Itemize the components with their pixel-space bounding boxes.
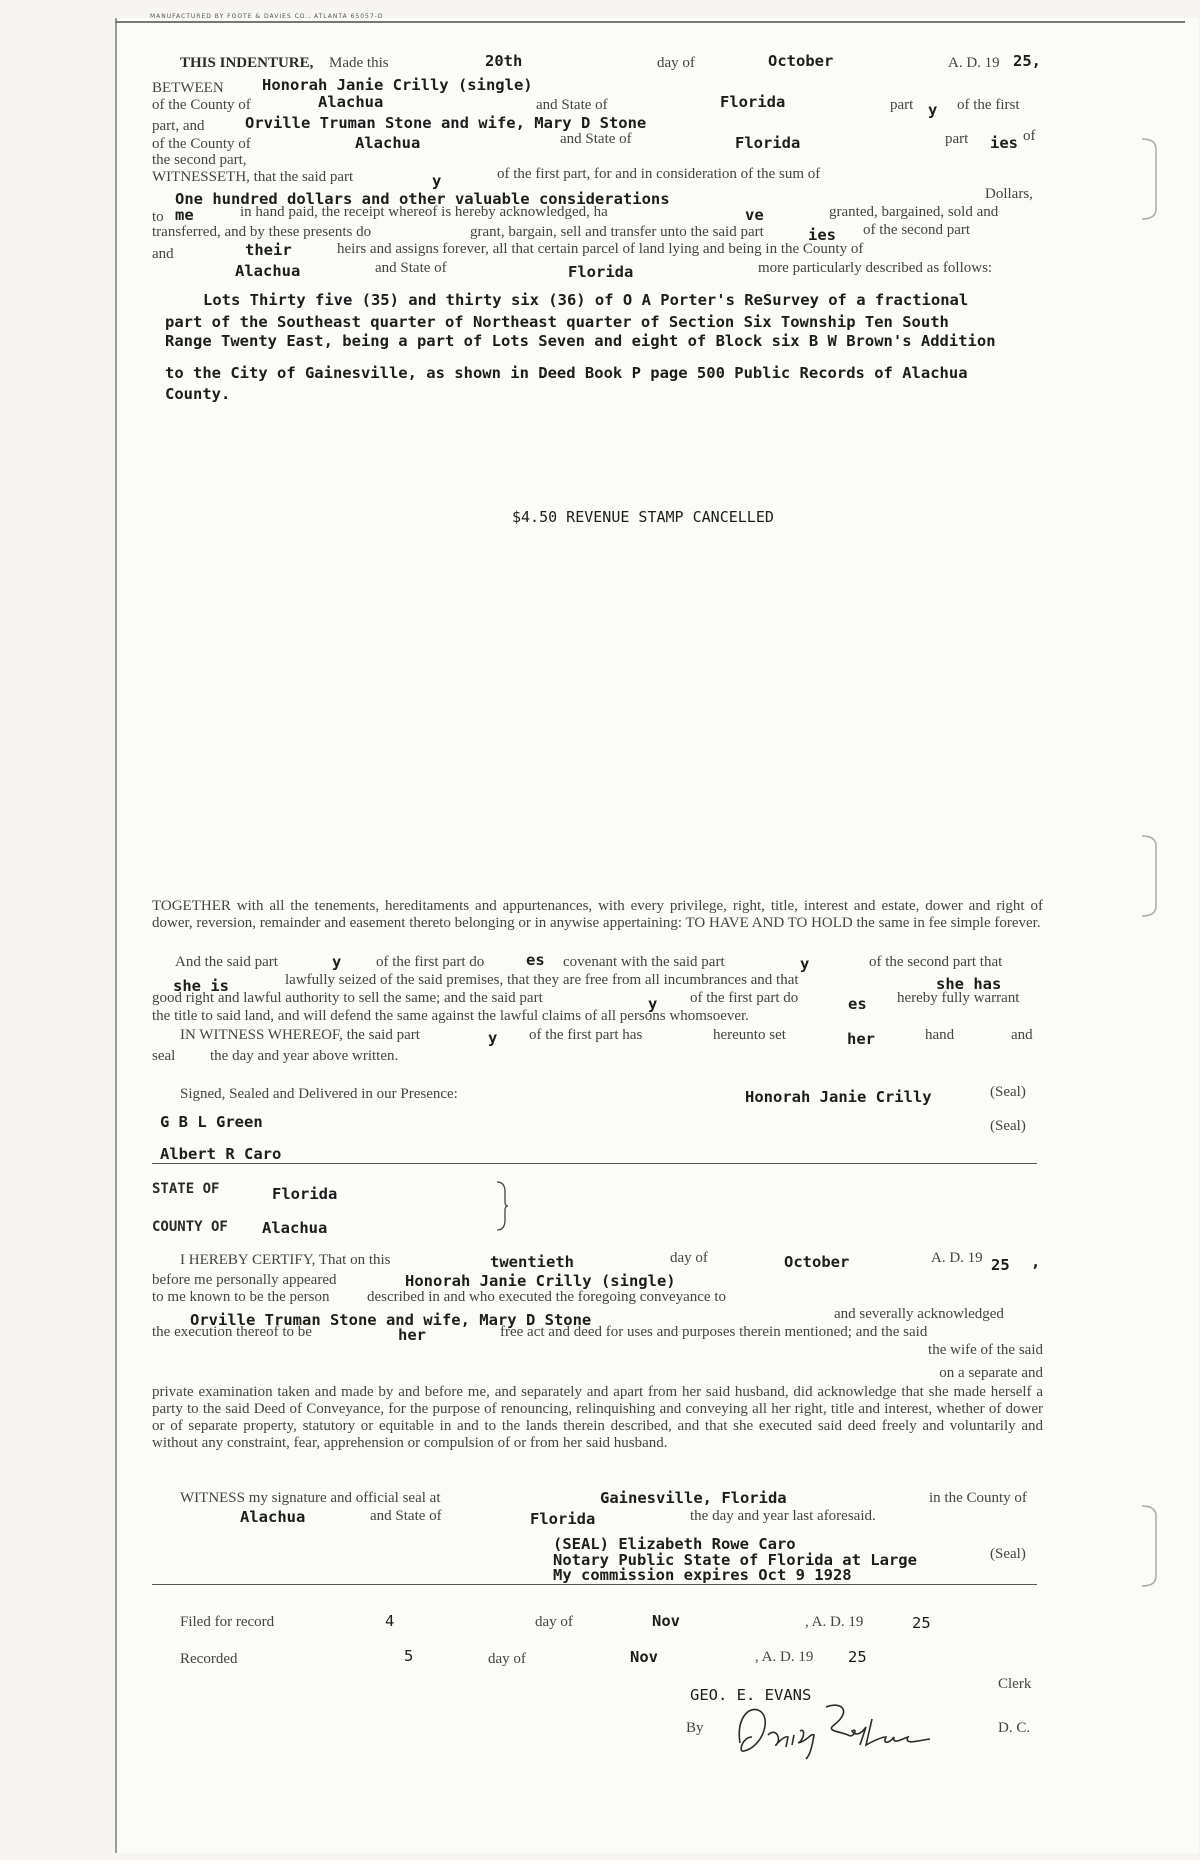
state-of-label: and State of — [375, 260, 447, 276]
by-label: By — [686, 1720, 704, 1736]
grantor-name: Honorah Janie Crilly (single) — [262, 76, 533, 94]
does-suffix: es — [848, 995, 867, 1013]
grantee-state: Florida — [735, 134, 801, 152]
seal-label: seal — [152, 1048, 176, 1064]
part-suffix: y — [432, 172, 442, 190]
notary-rule — [152, 1584, 1037, 1585]
state-of-label: STATE OF — [152, 1181, 220, 1197]
made-this-label: Made this — [329, 55, 389, 71]
grantor-state: Florida — [720, 93, 786, 111]
clerk-title: Clerk — [998, 1676, 1032, 1692]
grantor-signature: Honorah Janie Crilly — [745, 1088, 932, 1106]
witness-name: Albert R Caro — [160, 1145, 282, 1163]
clerk-name: GEO. E. EVANS — [690, 1686, 812, 1704]
signature-rule — [152, 1163, 1037, 1164]
land-state: Florida — [568, 263, 634, 281]
certify-text: I HEREBY CERTIFY, That on this — [180, 1252, 391, 1268]
part-suffix: y — [928, 101, 938, 119]
part-suffix: y — [332, 953, 342, 971]
execution-text: the execution thereof to be — [152, 1324, 312, 1340]
ack-pronoun: her — [398, 1326, 426, 1344]
county-of-label: of the County of — [152, 97, 251, 113]
witness-whereof-text: the day and year above written. — [210, 1048, 399, 1064]
pronoun: her — [847, 1030, 875, 1048]
state-of-label: and State of — [536, 97, 608, 113]
deed-day: 20th — [485, 52, 523, 70]
have-suffix: ve — [745, 206, 764, 224]
ack-grantees: Orville Truman Stone and wife, Mary D Stone — [190, 1311, 592, 1329]
between-label: BETWEEN — [152, 80, 224, 96]
witness-whereof-text: of the first part has — [529, 1027, 643, 1043]
manufacturer-imprint: MANUFACTURED BY FOOTE & DAVIES CO., ATLANTA 65057-D — [150, 13, 384, 20]
notary-line: My commission expires Oct 9 1928 — [553, 1566, 852, 1584]
grantee-names: Orville Truman Stone and wife, Mary D Stone — [245, 114, 647, 132]
state-of-label: and State of — [560, 131, 632, 147]
transferred-text: transferred, and by these presents do — [152, 224, 372, 240]
witness-whereof-text: and — [1011, 1027, 1033, 1043]
consideration-intro: of the first part, for and in consideration of the sum of — [497, 166, 821, 182]
witness-whereof-text: hand — [925, 1027, 955, 1043]
punch-hole — [1140, 832, 1162, 920]
aforesaid-text: the day and year last aforesaid. — [690, 1508, 876, 1524]
ad-label: , A. D. 19 — [755, 1649, 814, 1665]
execution-text: free act and deed for uses and purposes therein mentioned; and the said — [500, 1324, 928, 1340]
venue-county: Alachua — [262, 1219, 328, 1237]
part-suffix: y — [488, 1029, 498, 1047]
legal-description-line: County. — [165, 385, 231, 403]
part-label: part — [945, 131, 969, 147]
ack-day: twentieth — [490, 1253, 574, 1271]
day-of-label: day of — [488, 1651, 526, 1667]
appeared-text: before me personally appeared — [152, 1272, 337, 1288]
ad-label: , A. D. 19 — [805, 1614, 864, 1630]
day-of-label: day of — [657, 55, 695, 71]
of-first-label: of the first — [957, 97, 1020, 113]
deed-year: 25, — [1013, 52, 1041, 70]
venue-brace — [495, 1180, 509, 1232]
deed-month: October — [768, 52, 834, 70]
covenant-text: And the said part — [175, 954, 278, 970]
day-of-label: day of — [670, 1250, 708, 1266]
and-label: and — [152, 246, 174, 262]
authority-who: she has — [936, 975, 1002, 993]
receipt-text: in hand paid, the receipt whereof is hereby acknowledged, ha — [240, 204, 608, 220]
witness-name: G B L Green — [160, 1113, 263, 1131]
state-of-label: and State of — [370, 1508, 442, 1524]
land-county: Alachua — [235, 262, 301, 280]
notary-state: Florida — [530, 1510, 596, 1528]
punch-hole — [1140, 135, 1162, 223]
notary-county: Alachua — [240, 1508, 306, 1526]
part-and-label: part, and — [152, 118, 205, 134]
county-of-label: of the County of — [152, 136, 251, 152]
punch-hole — [1140, 1502, 1162, 1590]
does-suffix: es — [526, 951, 545, 969]
acknowledged-text: and severally acknowledged — [834, 1306, 1004, 1322]
filed-label: Filed for record — [180, 1614, 275, 1630]
covenant-text: of the first part do — [690, 990, 799, 1006]
dollars-label: Dollars, — [985, 186, 1033, 202]
grant-text: grant, bargain, sell and transfer unto the said part — [470, 224, 764, 240]
known-text: to me known to be the person described in and who executed the foregoing conveyance to — [152, 1289, 726, 1305]
deputy-clerk-title: D. C. — [998, 1720, 1031, 1736]
notary-line: Notary Public State of Florida at Large — [553, 1551, 917, 1569]
heirs-text: heirs and assigns forever, all that certain parcel of land lying and being in the County of — [337, 241, 864, 257]
habendum-clause: TOGETHER with all the tenements, hereditaments and appurtenances, with every privilege, right, title, interest and estate, dower and right of dower, reversion, remainder and easement thereto belonging or in anywise appertaining: TO HAVE AND TO HOLD the same in fee simple forever. — [152, 898, 1043, 931]
ack-grantor: Honorah Janie Crilly (single) — [405, 1272, 676, 1290]
covenant-text: the title to said land, and will defend the same against the lawful claims of all persons whomsoever. — [152, 1008, 749, 1024]
top-rule — [115, 21, 1185, 23]
seal-label: (Seal) — [990, 1084, 1026, 1100]
recorded-year: 25 — [848, 1648, 867, 1666]
seized-who: she is — [173, 977, 229, 995]
ack-year: 25 — [991, 1256, 1010, 1274]
examination-paragraph: private examination taken and made by and before me, and separately and apart from her said husband, did acknowledge that she made herself a party to the said Deed of Conveyance, for the purpose of renouncing, relinquishing and conveying all her right, title and interest, whether of dower or of separate property, statutory or equitable in and to the lands therein described, and that she executed said deed freely and voluntarily and without any constraint, fear, apprehension or compulsion of or from her said husband. — [152, 1384, 1043, 1451]
of-label: of — [1023, 128, 1036, 144]
county-of-text: in the County of — [929, 1490, 1027, 1506]
legal-description-line: Range Twenty East, being a part of Lots Seven and eight of Block six B W Brown's Addition — [165, 332, 996, 350]
second-part-label: the second part, — [152, 152, 247, 168]
granted-text: granted, bargained, sold and — [829, 204, 999, 220]
covenant-text: lawfully seized of the said premises, that they are free from all incumbrances and that — [285, 972, 799, 988]
to-label: to — [152, 209, 164, 225]
covenant-text: of the first part do — [376, 954, 485, 970]
filed-month: Nov — [652, 1612, 680, 1630]
indenture-heading: THIS INDENTURE, — [180, 55, 314, 71]
consideration-amount: One hundred dollars and other valuable considerations — [175, 190, 670, 208]
signed-sealed-label: Signed, Sealed and Delivered in our Presence: — [180, 1086, 458, 1102]
recorded-month: Nov — [630, 1648, 658, 1666]
covenant-text: covenant with the said part — [563, 954, 725, 970]
recorded-day: 5 — [404, 1647, 414, 1665]
grantor-county: Alachua — [318, 93, 384, 111]
notary-line: (SEAL) Elizabeth Rowe Caro — [553, 1535, 796, 1553]
witness-whereof-text: hereunto set — [713, 1027, 786, 1043]
legal-description-line: Lots Thirty five (35) and thirty six (36) of O A Porter's ReSurvey of a fractional — [203, 291, 969, 309]
paid-to: me — [175, 206, 194, 224]
witness-whereof-text: IN WITNESS WHEREOF, the said part — [180, 1027, 420, 1043]
part-suffix: y — [648, 995, 658, 1013]
part-label: part — [890, 97, 914, 113]
wife-of-text: the wife of the said — [928, 1342, 1043, 1358]
seal-label: (Seal) — [990, 1546, 1026, 1562]
filed-day: 4 — [385, 1612, 395, 1630]
recorded-label: Recorded — [180, 1651, 238, 1667]
filed-year: 25 — [912, 1614, 931, 1632]
parts-suffix: ies — [808, 226, 836, 244]
notary-place: Gainesville, Florida — [600, 1489, 787, 1507]
day-of-label: day of — [535, 1614, 573, 1630]
county-of-label: COUNTY OF — [152, 1219, 228, 1235]
witnesseth-label: WITNESSETH, that the said part — [152, 169, 354, 185]
venue-state: Florida — [272, 1185, 338, 1203]
parts-suffix: ies — [990, 134, 1018, 152]
seal-label: (Seal) — [990, 1118, 1026, 1134]
legal-description-line: to the City of Gainesville, as shown in Deed Book P page 500 Public Records of Alachua — [165, 364, 968, 382]
grantee-county: Alachua — [355, 134, 421, 152]
described-text: more particularly described as follows: — [758, 260, 993, 276]
notary-witness-text: WITNESS my signature and official seal at — [180, 1490, 441, 1506]
deputy-clerk-signature — [730, 1697, 935, 1761]
covenant-text: hereby fully warrant — [897, 990, 1020, 1006]
second-part-text: of the second part — [863, 222, 971, 238]
legal-description-line: part of the Southeast quarter of Northeast quarter of Section Six Township Ten South — [165, 313, 949, 331]
covenant-text: of the second part that — [869, 954, 1003, 970]
part-suffix: y — [800, 955, 810, 973]
ad-label: A. D. 19 — [948, 55, 1000, 71]
revenue-stamp-note: $4.50 REVENUE STAMP CANCELLED — [512, 508, 774, 526]
ad-label: A. D. 19 — [931, 1250, 983, 1266]
covenant-text: good right and lawful authority to sell the same; and the said part — [152, 990, 543, 1006]
heirs-whose: their — [245, 241, 292, 259]
ack-comma: , — [1031, 1253, 1041, 1271]
ack-month: October — [784, 1253, 850, 1271]
separate-text: on a separate and — [939, 1365, 1043, 1381]
